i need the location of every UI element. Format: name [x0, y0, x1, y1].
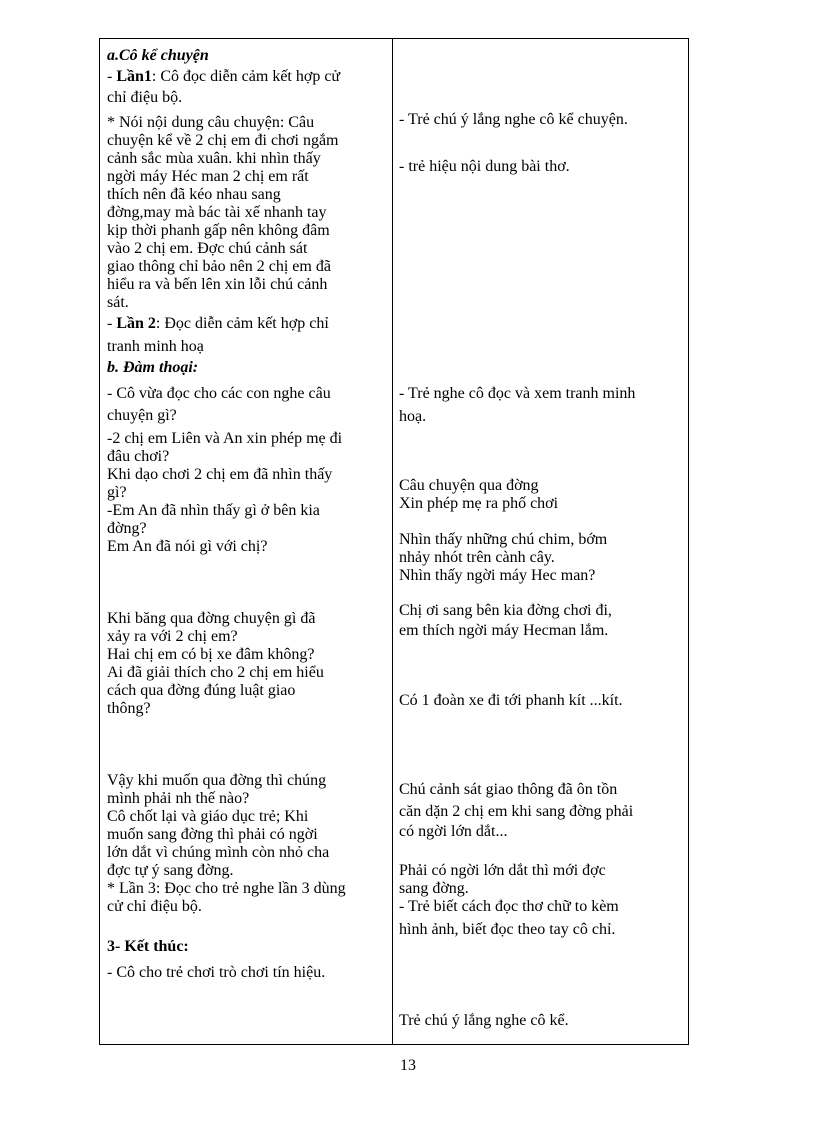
lan2-label: Lần 2 — [116, 315, 156, 332]
section-b-title: b. Đàm thoại: — [107, 359, 199, 376]
noidung-line: ngời máy Héc man 2 chị em rất — [107, 168, 309, 185]
question-line: -Em An đã nhìn thấy gì ở bên kia — [107, 502, 320, 519]
response-line: có ngời lớn dắt... — [399, 823, 508, 840]
noidung-line: * Nói nội dung câu chuyện: Câu — [107, 114, 315, 131]
page-number: 13 — [400, 1057, 416, 1074]
ketthuc-title: 3- Kết thúc: — [107, 938, 189, 955]
question-line: - Cô vừa đọc cho các con nghe câu — [107, 385, 331, 402]
lan1-label: Lần1 — [116, 68, 152, 85]
question-line: gì? — [107, 484, 127, 501]
question-line: lớn dắt vì chúng mình còn nhỏ cha — [107, 844, 330, 861]
response-line: em thích ngời máy Hecman lắm. — [399, 622, 609, 639]
question-line: mình phải nh thế nào? — [107, 790, 250, 807]
response-line: Nhìn thấy ngời máy Hec man? — [399, 567, 596, 584]
response-line: - Trẻ chú ý lắng nghe cô kể chuyện. — [399, 111, 628, 128]
question-line: cách qua đờng đúng luật giao — [107, 682, 296, 699]
question-line: Khi băng qua đờng chuyện gì đã — [107, 610, 316, 627]
question-line: xảy ra với 2 chị em? — [107, 628, 238, 645]
response-line: Phải có ngời lớn dắt thì mới đợc — [399, 862, 606, 879]
noidung-line: giao thông chỉ bảo nên 2 chị em đã — [107, 258, 331, 275]
noidung-line: cảnh sắc mùa xuân. khi nhìn thấy — [107, 150, 321, 167]
question-line: đờng? — [107, 520, 147, 537]
question-line: cử chỉ điệu bộ. — [107, 898, 202, 915]
response-line: sang đờng. — [399, 880, 469, 897]
ketthuc-text: - Cô cho trẻ chơi trò chơi tín hiệu. — [107, 964, 326, 981]
response-line: Chú cảnh sát giao thông đã ôn tồn — [399, 781, 618, 798]
column-divider — [392, 39, 393, 1044]
lesson-table — [99, 38, 689, 1045]
lan1-line2: chỉ điệu bộ. — [107, 89, 183, 106]
response-line: - Trẻ nghe cô đọc và xem tranh minh — [399, 385, 636, 402]
question-line: Cô chốt lại và giáo dục trẻ; Khi — [107, 808, 309, 825]
response-line: hoạ. — [399, 408, 427, 425]
noidung-line: thích nên đã kéo nhau sang — [107, 186, 281, 203]
response-line: - trẻ hiệu nội dung bài thơ. — [399, 158, 570, 175]
response-line: căn dặn 2 chị em khi sang đờng phải — [399, 803, 634, 820]
response-line: Xin phép mẹ ra phố chơi — [399, 495, 559, 512]
noidung-line: chuyện kể về 2 chị em đi chơi ngắm — [107, 132, 339, 149]
question-line: * Lần 3: Đọc cho trẻ nghe lần 3 dùng — [107, 880, 346, 897]
lan2-text: : Đọc diễn cảm kết hợp chỉ — [155, 315, 329, 332]
lan1-line: - Lần1: Cô đọc diễn cảm kết hợp cử — [107, 68, 341, 85]
response-line: Có 1 đoàn xe đi tới phanh kít ...kít. — [399, 692, 623, 709]
noidung-line: kịp thời phanh gấp nên không đâm — [107, 222, 330, 239]
question-line: Khi dạo chơi 2 chị em đã nhìn thấy — [107, 466, 333, 483]
response-line: hình ảnh, biết đọc theo tay cô chỉ. — [399, 921, 616, 938]
response-line: Câu chuyện qua đờng — [399, 477, 539, 494]
section-a-title: a.Cô kể chuyện — [107, 47, 209, 64]
question-line: Em An đã nói gì với chị? — [107, 538, 268, 555]
response-line: Nhìn thấy những chú chim, bớm — [399, 531, 608, 548]
question-line: thông? — [107, 700, 151, 717]
response-line: Chị ơi sang bên kia đờng chơi đi, — [399, 602, 612, 619]
lan2-line2: tranh minh hoạ — [107, 338, 204, 355]
question-line: muốn sang đờng thì phải có ngời — [107, 826, 318, 843]
question-line: đâu chơi? — [107, 448, 170, 465]
response-line: Trẻ chú ý lắng nghe cô kể. — [399, 1012, 569, 1029]
response-line: nhảy nhót trên cành cây. — [399, 549, 555, 566]
noidung-line: đờng,may mà bác tài xế nhanh tay — [107, 204, 327, 221]
question-line: Vậy khi muốn qua đờng thì chúng — [107, 772, 327, 789]
question-line: đợc tự ý sang đờng. — [107, 862, 234, 879]
question-line: Ai đã giải thích cho 2 chị em hiểu — [107, 664, 324, 681]
noidung-line: hiểu ra và bến lên xin lỗi chú cảnh — [107, 276, 328, 293]
noidung-line: sát. — [107, 294, 129, 311]
noidung-line: vào 2 chị em. Đợc chú cảnh sát — [107, 240, 308, 257]
question-line: Hai chị em có bị xe đâm không? — [107, 646, 315, 663]
question-line: -2 chị em Liên và An xin phép mẹ đi — [107, 430, 343, 447]
question-line: chuyện gì? — [107, 407, 177, 424]
response-line: - Trẻ biết cách đọc thơ chữ to kèm — [399, 898, 619, 915]
lan2-line: - Lần 2: Đọc diễn cảm kết hợp chỉ — [107, 315, 329, 332]
lan1-text: : Cô đọc diễn cảm kết hợp cử — [151, 68, 341, 85]
